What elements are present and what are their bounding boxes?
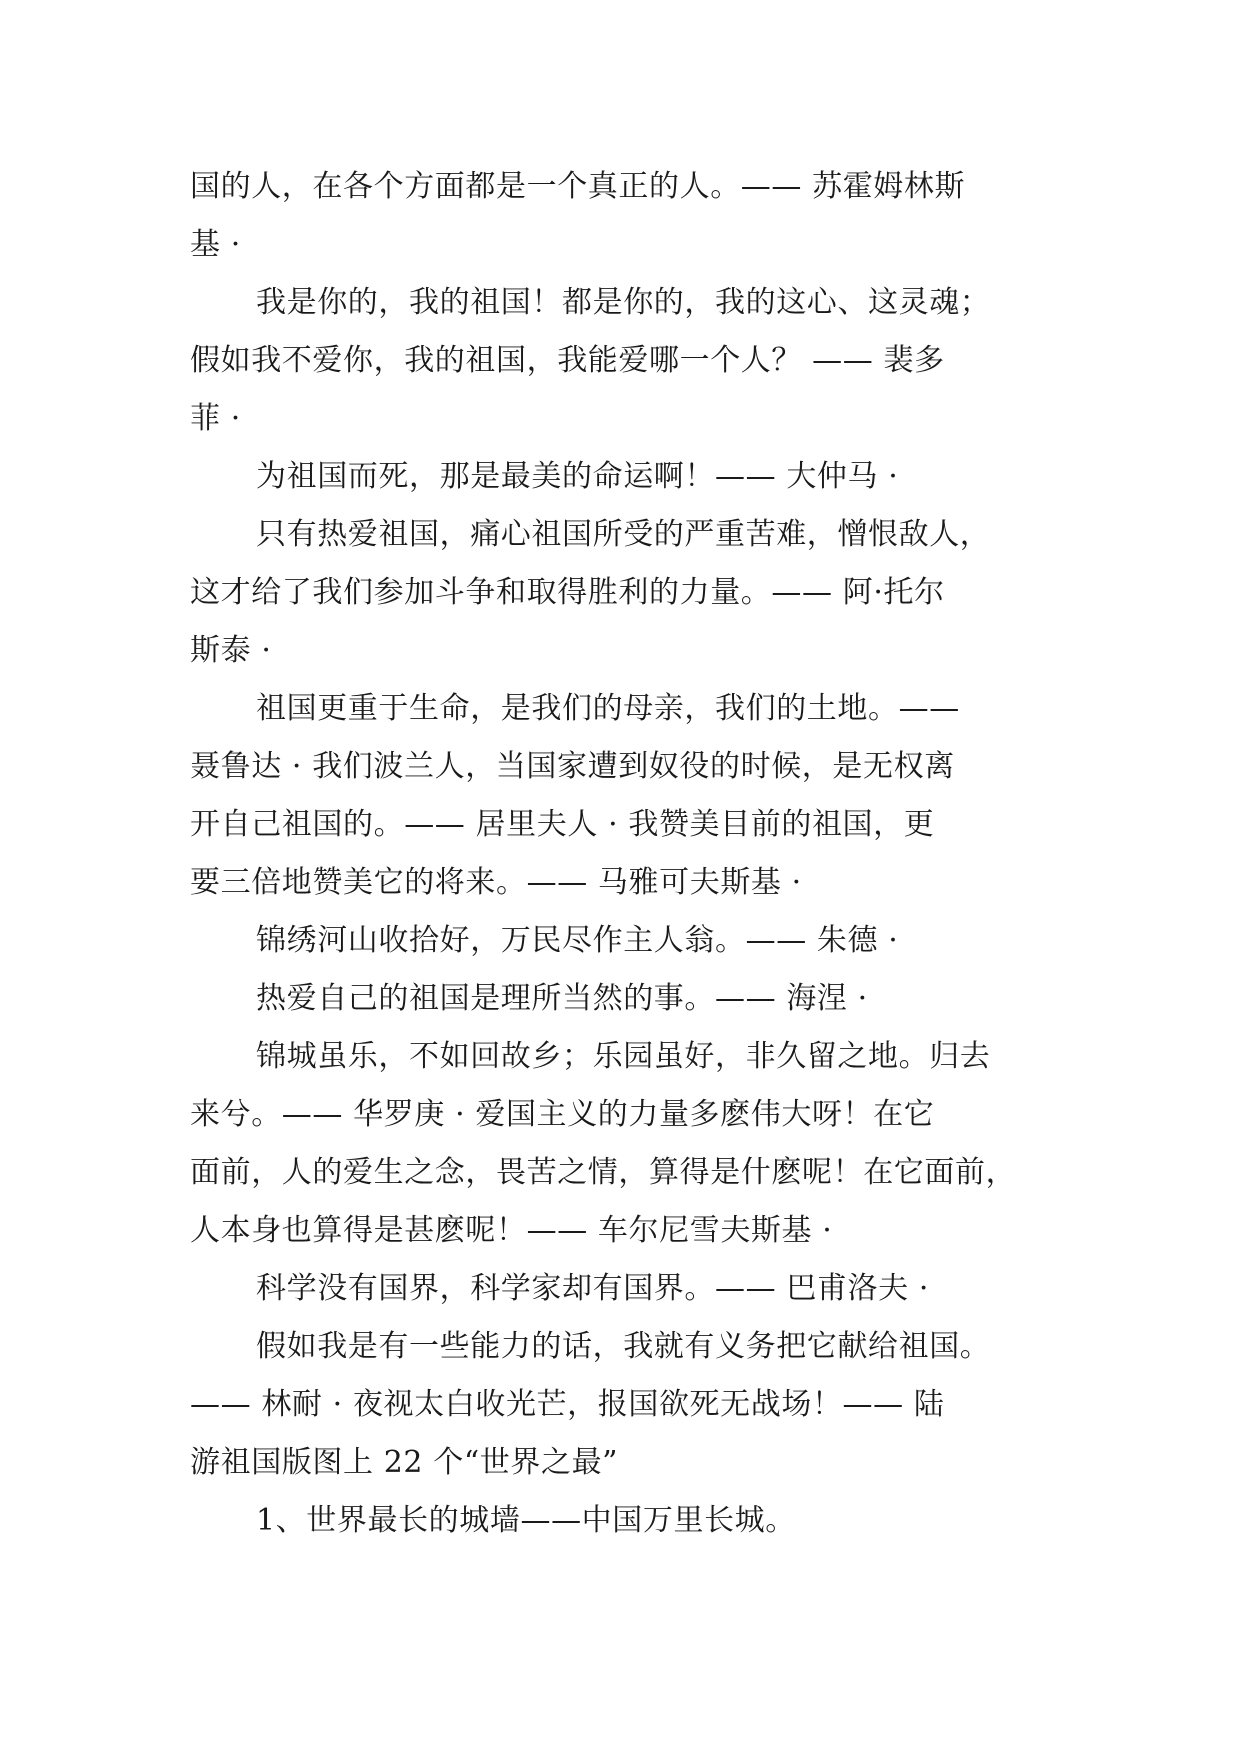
text-line: 锦绣河山收拾好，万民尽作主人翁。—— 朱德 · (256, 923, 899, 958)
text-line: 为祖国而死，那是最美的命运啊！—— 大仲马 · (256, 459, 899, 494)
text-line: 科学没有国界，科学家却有国界。—— 巴甫洛夫 · (256, 1271, 930, 1306)
text-line: 斯泰 · (190, 633, 272, 668)
text-line: 聂鲁达 · 我们波兰人，当国家遭到奴役的时候，是无权离 (190, 749, 955, 784)
text-line: 热爱自己的祖国是理所当然的事。—— 海涅 · (256, 981, 868, 1016)
text-line: 游祖国版图上 22 个“世界之最” (190, 1445, 619, 1480)
text-line: 国的人，在各个方面都是一个真正的人。—— 苏霍姆林斯 (190, 169, 966, 204)
text-line: 祖国更重于生命，是我们的母亲，我们的土地。—— (256, 691, 960, 726)
text-line: 要三倍地赞美它的将来。—— 马雅可夫斯基 · (190, 865, 802, 900)
text-line: 1、世界最长的城墙——中国万里长城。 (256, 1503, 796, 1538)
text-line: 假如我不爱你，我的祖国，我能爱哪一个人？ —— 裴多 (190, 343, 945, 378)
text-line: 开自己祖国的。—— 居里夫人 · 我赞美目前的祖国，更 (190, 807, 935, 842)
text-line: 我是你的，我的祖国！都是你的，我的这心、这灵魂； (256, 285, 991, 320)
text-line: 面前，人的爱生之念，畏苦之情，算得是什麽呢！在它面前， (190, 1155, 1017, 1190)
text-line: 这才给了我们参加斗争和取得胜利的力量。—— 阿·托尔 (190, 575, 945, 610)
text-line: —— 林耐 · 夜视太白收光芒，报国欲死无战场！—— 陆 (190, 1387, 945, 1422)
text-line: 人本身也算得是甚麽呢！—— 车尔尼雪夫斯基 · (190, 1213, 833, 1248)
text-line: 来兮。—— 华罗庚 · 爱国主义的力量多麽伟大呀！在它 (190, 1097, 935, 1132)
text-line: 基 · (190, 227, 241, 262)
text-line: 只有热爱祖国，痛心祖国所受的严重苦难，憎恨敌人， (256, 517, 991, 552)
text-line: 假如我是有一些能力的话，我就有义务把它献给祖国。 (256, 1329, 991, 1364)
text-line: 菲 · (190, 401, 241, 436)
text-line: 锦城虽乐，不如回故乡；乐园虽好，非久留之地。归去 (256, 1039, 991, 1074)
document-body (190, 158, 1048, 1550)
